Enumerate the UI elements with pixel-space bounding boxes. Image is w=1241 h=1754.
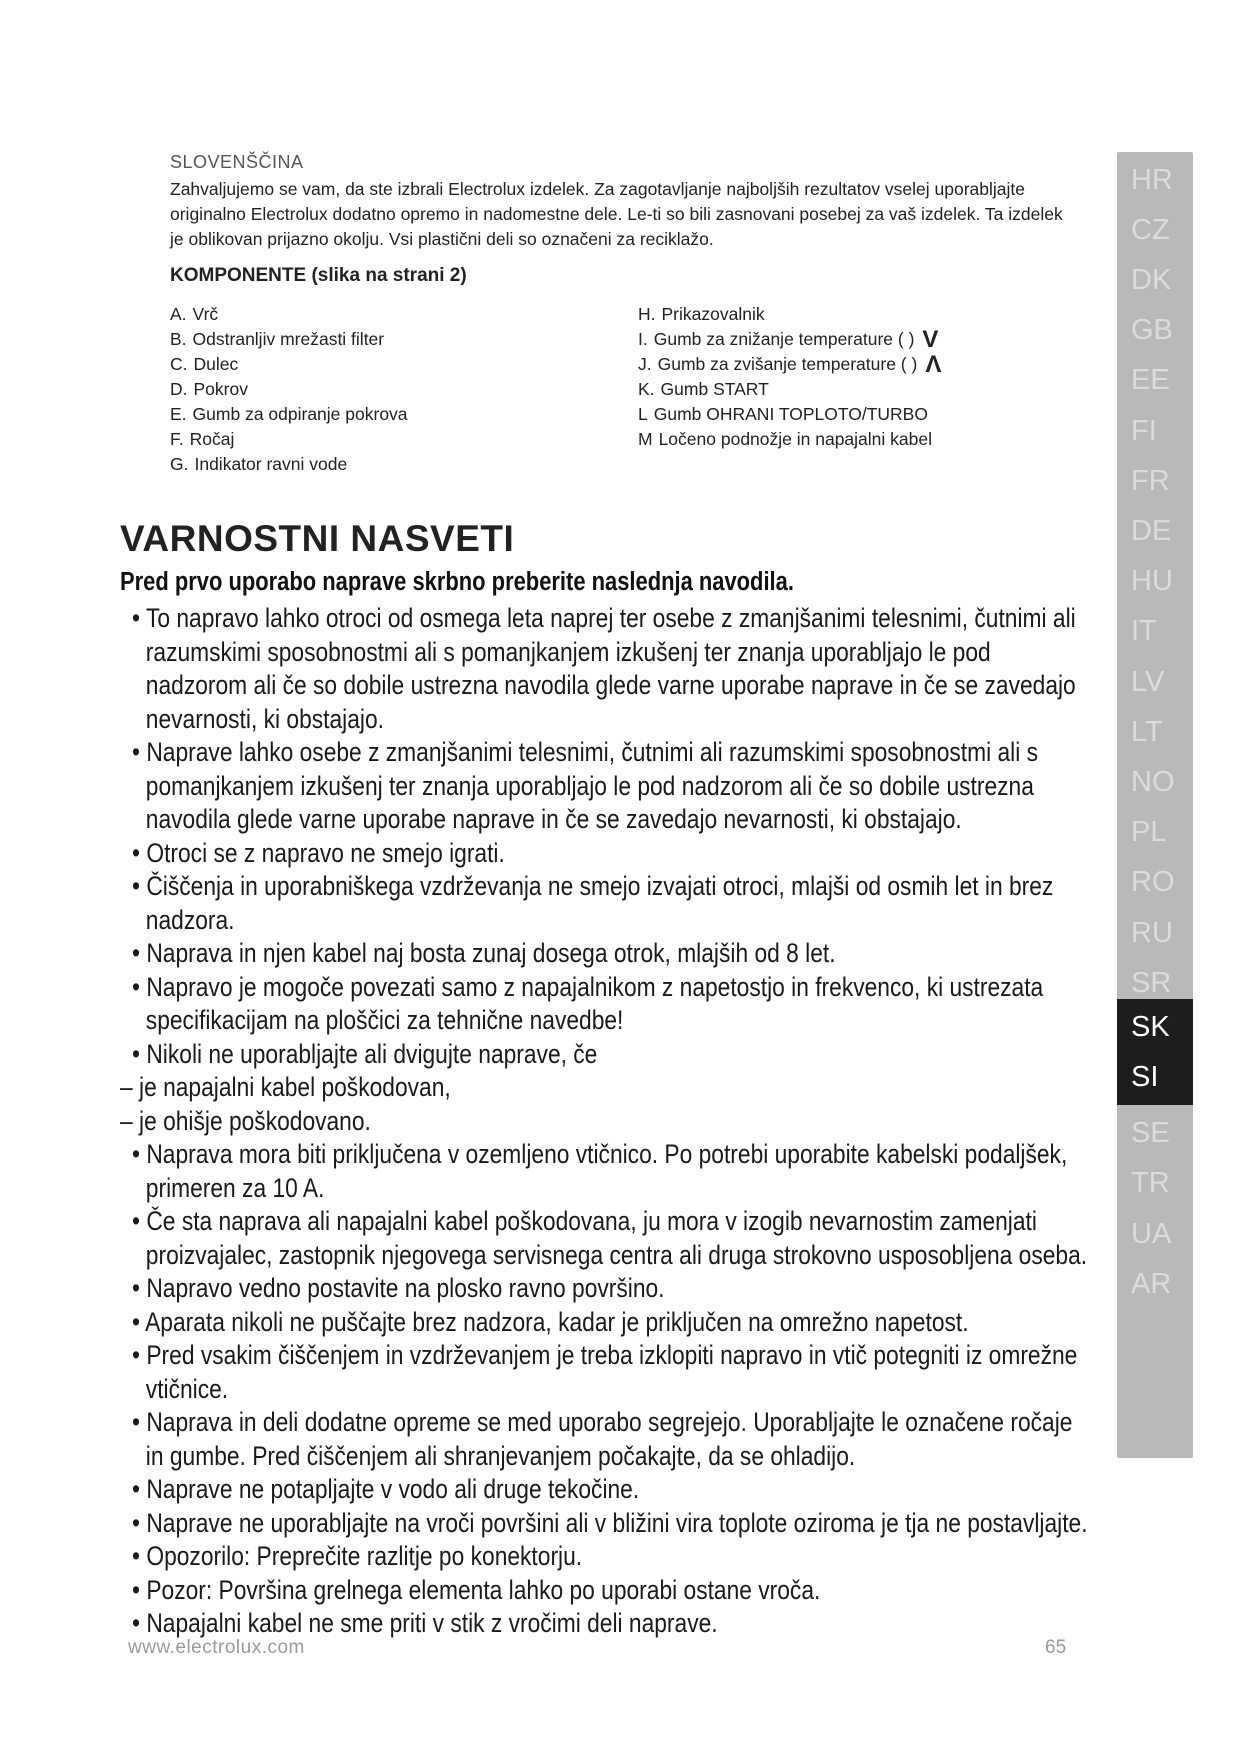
component-key: M <box>638 429 653 449</box>
safety-item: • Napravo vedno postavite na plosko ravno površino. <box>132 1273 665 1303</box>
components-heading-title: KOMPONENTE <box>170 265 307 286</box>
components-list-right <box>638 302 1078 452</box>
component-label: Gumb za znižanje temperature ( ) <box>653 329 915 349</box>
language-tab-hu[interactable]: HU <box>1131 565 1173 597</box>
components-heading-note: (slika na strani 2) <box>311 265 467 286</box>
language-tab-se[interactable]: SE <box>1131 1117 1170 1149</box>
component-label: Gumb za odpiranje pokrova <box>192 404 408 424</box>
component-item <box>638 327 1078 352</box>
component-label: Ročaj <box>189 429 235 449</box>
language-tab-ro[interactable]: RO <box>1131 866 1175 898</box>
language-tab-ee[interactable]: EE <box>1131 364 1170 396</box>
language-tab-sk[interactable]: SK <box>1117 999 1193 1055</box>
components-heading <box>170 265 467 287</box>
safety-item: • Če sta naprava ali napajalni kabel poškodovana, ju mora v izogib nevarnostim zamenjati proizvajalec, zastopnik njegovega servisnega centra ali druga strokovno usposobljena oseba. <box>132 1206 1088 1270</box>
component-key: A. <box>170 304 187 324</box>
safety-item: • Naprave ne potapljajte v vodo ali druge tekočine. <box>132 1474 640 1504</box>
language-tab-fr[interactable]: FR <box>1131 465 1170 497</box>
language-tabs <box>1117 152 1193 1458</box>
component-key: C. <box>170 354 188 374</box>
language-tab-ru[interactable]: RU <box>1131 917 1173 949</box>
language-tab-si[interactable]: SI <box>1117 1049 1193 1105</box>
component-label: Odstranljiv mrežasti filter <box>192 329 385 349</box>
language-title: SLOVENŠČINA <box>170 152 304 172</box>
safety-item: • Naprava mora biti priključena v ozemljeno vtičnico. Po potrebi uporabite kabelski podaljšek, primeren za 10 A. <box>132 1139 1068 1203</box>
safety-item: • Napravo je mogoče povezati samo z napajalnikom z napetostjo in frekvenco, ki ustrezata specifikacijam na ploščici za tehnične navedbe! <box>132 971 1044 1035</box>
component-item <box>638 427 1078 452</box>
component-item <box>170 302 590 327</box>
safety-item: • Napajalni kabel ne sme priti v stik z vročimi deli naprave. <box>132 1608 718 1638</box>
component-item <box>170 402 590 427</box>
safety-item: • Pozor: Površina grelnega elementa lahko po uporabi ostane vroča. <box>132 1574 821 1605</box>
component-label: Pokrov <box>193 379 248 399</box>
safety-item: • Naprave ne uporabljajte na vroči površini ali v bližini vira toplote oziroma je tja ne postavljajte. <box>132 1507 1088 1538</box>
language-tab-pl[interactable]: PL <box>1131 816 1167 848</box>
language-tab-cz[interactable]: CZ <box>1131 214 1170 246</box>
safety-item: • Naprava in njen kabel naj bosta zunaj dosega otrok, mlajših od 8 let. <box>132 938 836 968</box>
safety-item: • To napravo lahko otroci od osmega leta naprej ter osebe z zmanjšanimi telesnimi, čutnimi ali razumskimi sposobnostmi ali s pomanjkanjem izkušenj ter znanja uporabljajo le pod nadzorom ali če so dobile ustrezna navodila glede varne uporabe naprave in če se zavedajo nevarnosti, ki obstajajo. <box>132 603 1076 734</box>
component-key: I. <box>638 329 648 349</box>
language-tab-dk[interactable]: DK <box>1131 264 1172 296</box>
safety-item: • Nikoli ne uporabljajte ali dvigujte naprave, če <box>132 1038 598 1069</box>
components-list-left <box>170 302 590 477</box>
component-item <box>170 352 590 377</box>
component-item <box>170 427 590 452</box>
intro-section <box>170 152 1080 252</box>
language-tab-gb[interactable]: GB <box>1131 314 1173 346</box>
safety-item: • Opozorilo: Preprečite razlitje po konektorju. <box>132 1541 583 1571</box>
language-tab-ar[interactable]: AR <box>1131 1268 1172 1300</box>
language-tab-it[interactable]: IT <box>1131 615 1157 647</box>
safety-item: • Pred vsakim čiščenjem in vzdrževanjem je treba izklopiti napravo in vtič potegniti iz omrežne vtičnice. <box>132 1340 1078 1404</box>
component-label: Indikator ravni vode <box>194 454 348 474</box>
component-label: Gumb za zvišanje temperature ( ) <box>657 354 918 374</box>
safety-item: • Naprava in deli dodatne opreme se med uporabo segrejejo. Uporabljajte le označene ročaje in gumbe. Pred čiščenjem ali shranjevanjem počakajte, da se ohladijo. <box>132 1407 1073 1471</box>
language-tab-hr[interactable]: HR <box>1131 164 1173 196</box>
language-tab-lt[interactable]: LT <box>1131 716 1163 748</box>
component-key: E. <box>170 404 187 424</box>
component-label: Gumb START <box>660 379 769 399</box>
component-item <box>638 377 1078 402</box>
arrow-down-icon: V <box>922 326 939 353</box>
language-tab-ua[interactable]: UA <box>1131 1218 1172 1250</box>
component-item <box>638 402 1078 427</box>
page-number: 65 <box>1045 1637 1067 1658</box>
component-key: G. <box>170 454 189 474</box>
component-label: Dulec <box>193 354 239 374</box>
safety-item: • Otroci se z napravo ne smejo igrati. <box>132 837 505 868</box>
safety-instructions-list <box>120 602 1092 1641</box>
safety-item: – je ohišje poškodovano. <box>120 1105 371 1136</box>
component-item <box>638 352 1078 377</box>
component-item <box>170 327 590 352</box>
safety-item: • Čiščenja in uporabniškega vzdrževanja ne smejo izvajati otroci, mlajši od osmih let in brez nadzora. <box>132 871 1054 935</box>
component-key: J. <box>638 354 652 374</box>
component-label: Prikazovalnik <box>661 304 765 324</box>
component-key: B. <box>170 329 187 349</box>
language-tab-tr[interactable]: TR <box>1131 1167 1170 1199</box>
language-tab-lv[interactable]: LV <box>1131 666 1165 698</box>
component-key: D. <box>170 379 188 399</box>
safety-item: • Aparata nikoli ne puščajte brez nadzora, kadar je priključen na omrežno napetost. <box>132 1306 969 1337</box>
language-tab-de[interactable]: DE <box>1131 515 1172 547</box>
footer-url: www.electrolux.com <box>128 1637 305 1658</box>
language-tab-no[interactable]: NO <box>1131 766 1175 798</box>
component-item <box>170 377 590 402</box>
intro-paragraph: Zahvaljujemo se vam, da ste izbrali Electrolux izdelek. Za zagotavljanje najboljših rezultatov vselej uporabljajte originalno Electrolux dodatno opremo in nadomestne dele. Le-ti so bili zasnovani posebej za vaš izdelek. Ta izdelek je oblikovan prijazno okolju. Vsi plastični deli so označeni za reciklažo. <box>170 179 1063 249</box>
safety-subheading: Pred prvo uporabo naprave skrbno preberite naslednja navodila. <box>120 568 794 596</box>
component-key: K. <box>638 379 655 399</box>
component-item <box>638 302 1078 327</box>
safety-heading: VARNOSTNI NASVETI <box>120 518 515 559</box>
safety-item: – je napajalni kabel poškodovan, <box>120 1072 451 1102</box>
language-tab-sr[interactable]: SR <box>1131 967 1172 999</box>
arrow-up-icon: Λ <box>925 351 942 378</box>
component-item <box>170 452 590 477</box>
component-label: Ločeno podnožje in napajalni kabel <box>658 429 932 449</box>
component-key: L <box>638 404 648 424</box>
safety-item: • Naprave lahko osebe z zmanjšanimi telesnimi, čutnimi ali razumskimi sposobnostmi ali s pomanjkanjem izkušenj ter znanja uporabljajo le pod nadzorom ali če so dobile ustrezna navodila glede varne uporabe naprave in če se zavedajo nevarnosti, ki obstajajo. <box>132 737 1039 834</box>
component-key: H. <box>638 304 656 324</box>
component-key: F. <box>170 429 184 449</box>
component-label: Gumb OHRANI TOPLOTO/TURBO <box>653 404 928 424</box>
language-tab-fi[interactable]: FI <box>1131 415 1157 447</box>
component-label: Vrč <box>192 304 219 324</box>
